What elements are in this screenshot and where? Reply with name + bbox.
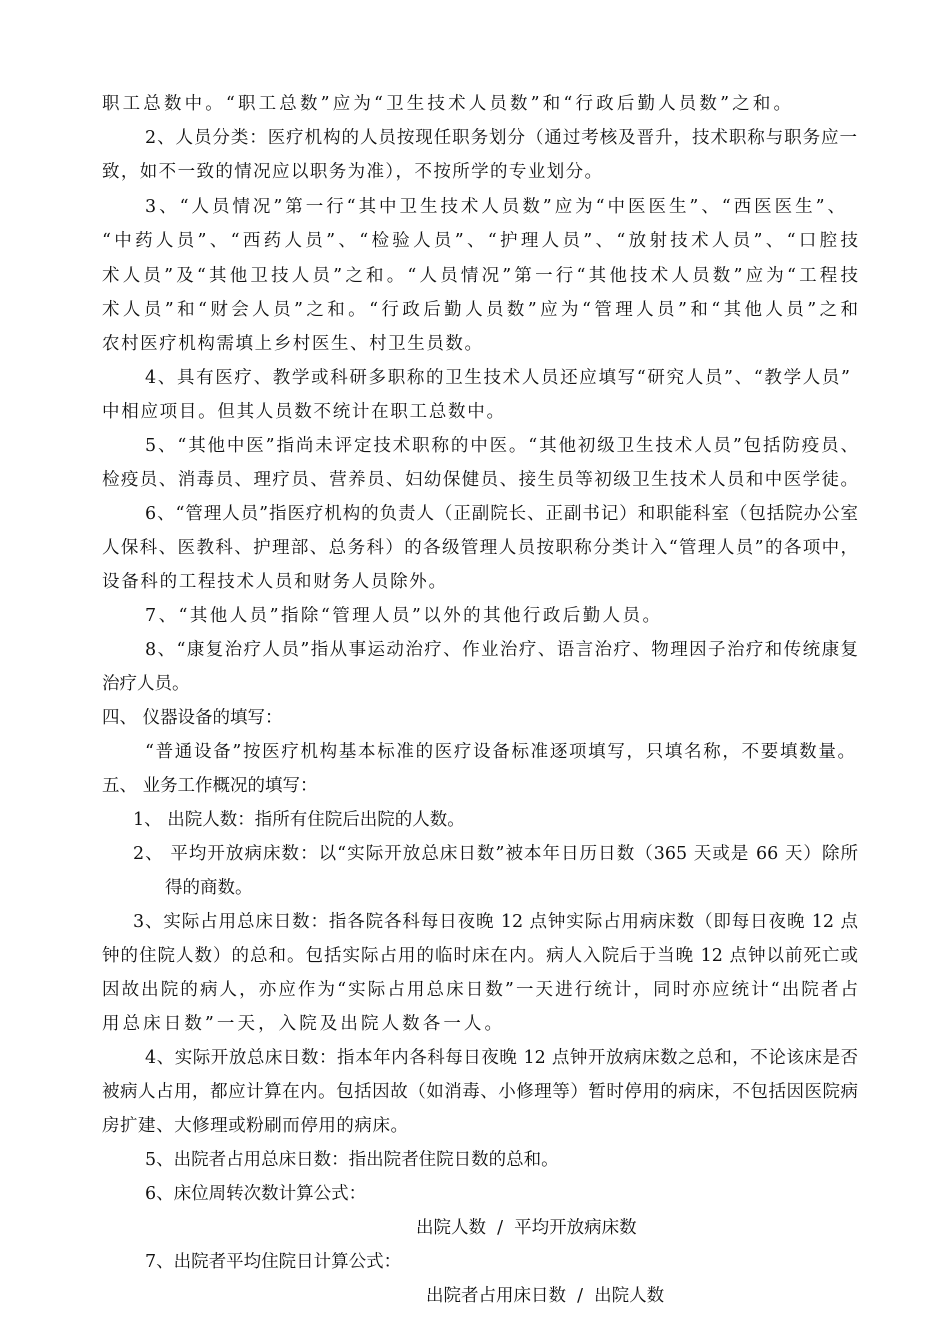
section-heading: 四、 仪器设备的填写： [102, 708, 283, 728]
section-heading: 五、 业务工作概况的填写： [102, 776, 318, 796]
text-line: 因故出院的病人，亦应作为“实际占用总床日数”一天进行统计，同时亦应统计“出院者占 [102, 980, 858, 1000]
text-line: 3、“人员情况”第一行“其中卫生技术人员数”应为“中医医生”、“西医医生”、 [145, 197, 845, 217]
text-line: 治疗人员。 [102, 674, 190, 694]
text-line: 6、“管理人员”指医疗机构的负责人（正副院长、正副书记）和职能科室（包括院办公室 [145, 504, 858, 524]
text-line: 房扩建、大修理或粉刷而停用的病床。 [102, 1116, 408, 1136]
text-line: 5、出院者占用总床日数：指出院者住院日数的总和。 [145, 1150, 559, 1170]
text-line: 7、出院者平均住院日计算公式： [145, 1252, 402, 1272]
text-line: 术人员”及“其他卫技人员”之和。“人员情况”第一行“其他技术人员数”应为“工程技 [102, 266, 858, 286]
text-line: 用总床日数”一天，入院及出院人数各一人。 [102, 1014, 502, 1034]
text-line: 3、实际占用总床日数：指各院各科每日夜晚 12 点钟实际占用病床数（即每日夜晚 12 点 [133, 912, 858, 932]
text-line: 职工总数中。“职工总数”应为“卫生技术人员数”和“行政后勤人员数”之和。 [102, 94, 791, 114]
text-line: 5、“其他中医”指尚未评定技术职称的中医。“其他初级卫生技术人员”包括防疫员、 [145, 436, 858, 456]
text-line: 农村医疗机构需填上乡村医生、村卫生员数。 [102, 334, 482, 354]
text-line: 致，如不一致的情况应以职务为准），不按所学的专业划分。 [102, 162, 602, 182]
formula-line: 出院者占用床日数 / 出院人数 [426, 1286, 665, 1306]
text-line: 被病人占用，都应计算在内。包括因故（如消毒、小修理等）暂时停用的病床，不包括因医院病 [102, 1082, 858, 1102]
text-line: 7、“其他人员”指除“管理人员”以外的其他行政后勤人员。 [145, 606, 660, 626]
formula-line: 出院人数 / 平均开放病床数 [416, 1218, 637, 1238]
text-line: 1、 出院人数：指所有住院后出院的人数。 [133, 810, 465, 830]
text-line: 4、实际开放总床日数：指本年内各科每日夜晚 12 点钟开放病床数之总和，不论该床是否 [145, 1048, 858, 1068]
text-line: 检疫员、消毒员、理疗员、营养员、妇幼保健员、接生员等初级卫生技术人员和中医学徒。 [102, 470, 858, 490]
text-line: 6、床位周转次数计算公式： [145, 1184, 367, 1204]
text-line: “普通设备”按医疗机构基本标准的医疗设备标准逐项填写，只填名称，不要填数量。 [145, 742, 855, 762]
text-line: “中药人员”、“西药人员”、“检验人员”、“护理人员”、“放射技术人员”、“口腔技 [102, 231, 858, 251]
text-line: 4、具有医疗、教学或科研多职称的卫生技术人员还应填写“研究人员”、“教学人员” [145, 368, 850, 388]
text-line: 术人员”和“财会人员”之和。“行政后勤人员数”应为“管理人员”和“其他人员”之和 [102, 300, 858, 320]
text-line: 人保科、医教科、护理部、总务科）的各级管理人员按职称分类计入“管理人员”的各项中， [102, 538, 858, 558]
text-line: 中相应项目。但其人员数不统计在职工总数中。 [102, 402, 504, 422]
text-line: 得的商数。 [165, 878, 253, 898]
text-line: 2、 平均开放病床数：以“实际开放总床日数”被本年日历日数（365 天或是 66 天）除所 [133, 844, 858, 864]
text-line: 设备科的工程技术人员和财务人员除外。 [102, 572, 446, 592]
text-line: 8、“康复治疗人员”指从事运动治疗、作业治疗、语言治疗、物理因子治疗和传统康复 [145, 640, 858, 660]
text-line: 钟的住院人数）的总和。包括实际占用的临时床在内。病人入院后于当晚 12 点钟以前死亡或 [102, 946, 858, 966]
text-line: 2、人员分类：医疗机构的人员按现任职务划分（通过考核及晋升，技术职称与职务应一 [145, 128, 857, 148]
